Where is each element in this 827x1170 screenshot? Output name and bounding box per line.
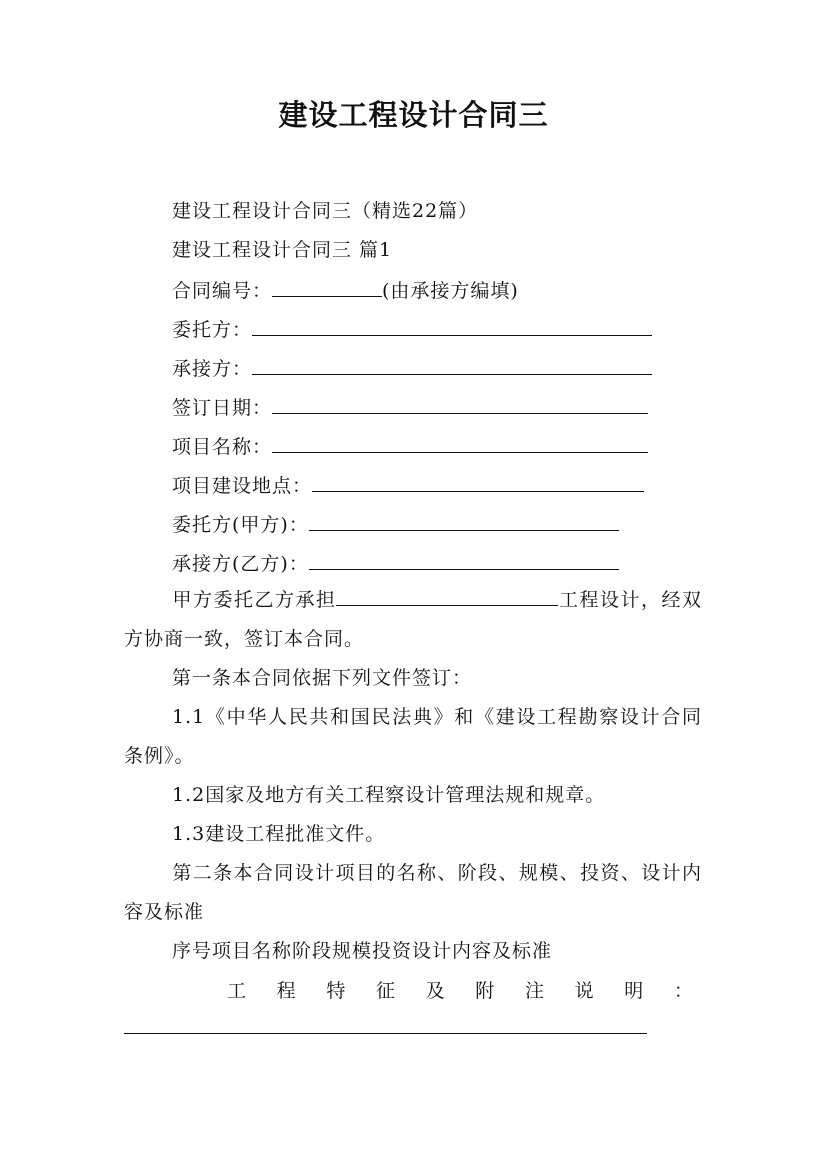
signing-date-blank: [272, 395, 648, 414]
contractor-label: 承接方：: [172, 358, 253, 380]
party-b-line: [172, 551, 619, 576]
contract-number-blank: [272, 278, 382, 297]
party-b-blank: [309, 551, 619, 570]
project-name-label: 项目名称：: [172, 436, 273, 458]
article-1-3-text: 1.3建设工程批准文件。: [172, 823, 386, 845]
contract-number-note: (由承接方编填): [382, 280, 519, 302]
project-site-label: 项目建设地点：: [172, 475, 313, 497]
contractor-blank: [252, 356, 652, 375]
entrusting-party-label: 委托方：: [172, 319, 253, 341]
contract-number-line: [172, 278, 519, 303]
article-2-heading: [124, 854, 702, 932]
part-line: 建设工程设计合同三 篇1: [172, 239, 393, 261]
table-header-text: 序号项目名称阶段规模投资设计内容及标准: [172, 940, 553, 962]
entrusting-party-blank: [252, 317, 652, 336]
article-2-text: 第二条本合同设计项目的名称、阶段、规模、投资、设计内容及标准: [124, 862, 702, 923]
notes-char: ：: [673, 980, 693, 1002]
signing-date-label: 签订日期：: [172, 397, 273, 419]
engineering-notes-label: [227, 980, 693, 1003]
notes-char: 征: [375, 980, 395, 1002]
notes-char: 工: [227, 980, 247, 1002]
document-title: 建设工程设计合同三: [278, 98, 549, 132]
entrustment-text-start: 甲方委托乙方承担: [172, 589, 337, 611]
party-a-blank: [309, 512, 619, 531]
article-1-heading: [124, 659, 702, 698]
notes-char: 附: [475, 980, 495, 1002]
notes-char: 明: [624, 980, 644, 1002]
article-1-2: [124, 776, 702, 815]
article-1-2-text: 1.2国家及地方有关工程察设计管理法规和规章。: [172, 784, 606, 806]
notes-blank-line: [124, 1033, 647, 1034]
table-header-line: [124, 932, 702, 971]
article-1-1: [124, 698, 702, 776]
signing-date-line: [172, 395, 648, 420]
article-1-text: 第一条本合同依据下列文件签订：: [172, 667, 473, 689]
contractor-line: [172, 356, 652, 381]
project-site-line: [172, 473, 644, 498]
notes-char: 及: [425, 980, 445, 1002]
notes-char: 说: [574, 980, 594, 1002]
project-name-line: [172, 434, 648, 459]
party-a-line: [172, 512, 619, 537]
party-b-label: 承接方(乙方)：: [172, 553, 309, 575]
subtitle-line: 建设工程设计合同三（精选22篇）: [172, 200, 479, 222]
contract-number-label: 合同编号：: [172, 280, 273, 302]
entrusting-party-line: [172, 317, 652, 342]
project-blank: [336, 587, 558, 606]
project-name-blank: [272, 434, 648, 453]
entrustment-paragraph: [124, 581, 702, 659]
article-1-3: [124, 815, 702, 854]
entrustment-text-end: 工程设计，经双方协商一致，签订本合同。: [124, 589, 702, 650]
notes-char: 特: [326, 980, 346, 1002]
project-site-blank: [312, 473, 644, 492]
party-a-label: 委托方(甲方)：: [172, 514, 309, 536]
notes-char: 程: [276, 980, 296, 1002]
article-1-1-text: 1.1《中华人民共和国民法典》和《建设工程勘察设计合同条例》。: [124, 706, 702, 767]
notes-char: 注: [524, 980, 544, 1002]
